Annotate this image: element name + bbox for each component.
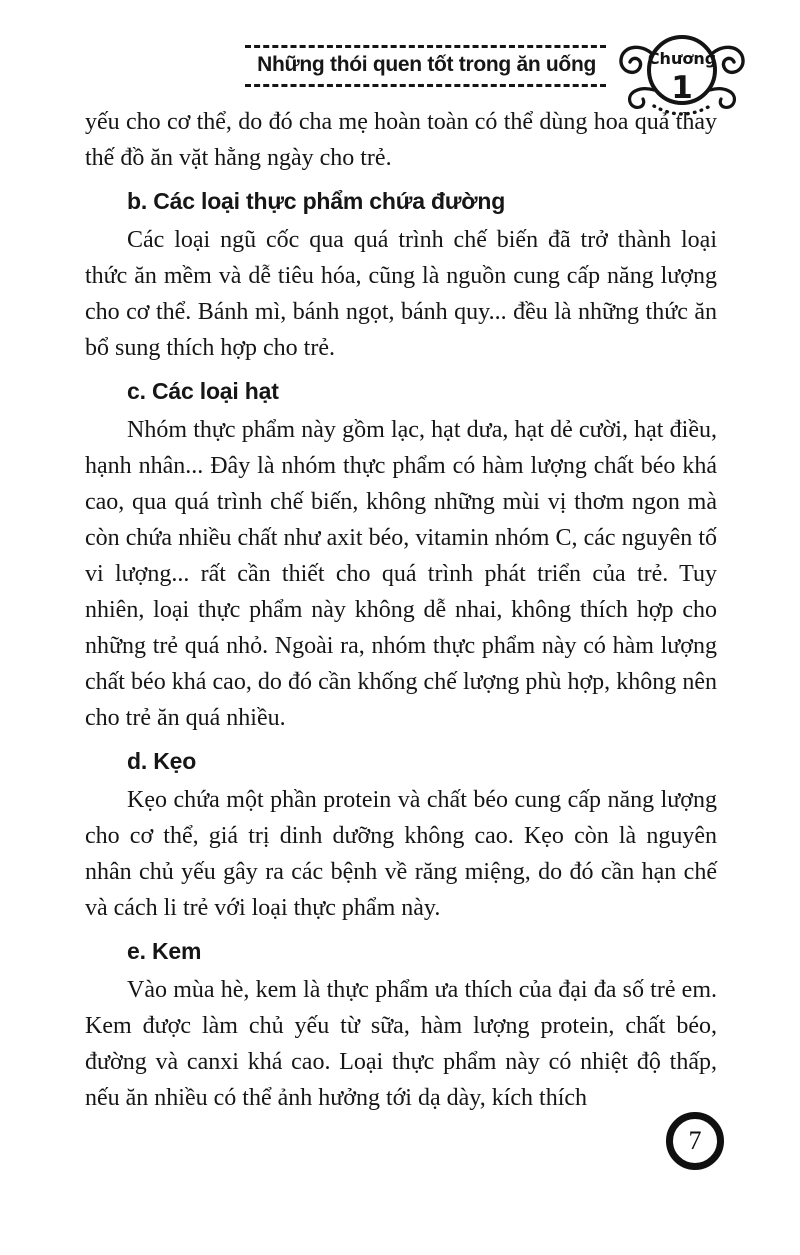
- page-number: 7: [688, 1126, 702, 1155]
- paragraph-candy: Kẹo chứa một phần protein và chất béo cung cấp năng lượng cho cơ thể, giá trị dinh dưỡng không cao. Kẹo còn là nguyên nhân chủ yếu gây ra các bệnh về răng miệng, do đó cần hạn chế và cách li trẻ với loại thực phẩm này.: [85, 787, 717, 921]
- page-number-badge: [666, 1112, 724, 1170]
- section-heading-b: b. Các loại thực phẩm chứa đường: [127, 188, 506, 214]
- paragraph-sugar-foods: Các loại ngũ cốc qua quá trình chế biến đã trở thành loại thức ăn mềm và dễ tiêu hóa, cũng là nguồn cung cấp năng lượng cho cơ thể. Bánh mì, bánh ngọt, bánh quy... đều là những thức ăn bổ sung thích hợp cho trẻ.: [85, 227, 717, 361]
- section-heading-c: c. Các loại hạt: [127, 378, 279, 404]
- paragraph-continuation: yếu cho cơ thể, do đó cha mẹ hoàn toàn có thể dùng hoa quả thay thế đồ ăn vặt hằng ngày cho trẻ.: [85, 109, 717, 171]
- paragraph-ice-cream: Vào mùa hè, kem là thực phẩm ưa thích của đại đa số trẻ em. Kem được làm chủ yếu từ sữa, hàm lượng protein, chất béo, đường và canxi khá cao. Loại thực phẩm này có nhiệt độ thấp, nếu ăn nhiều có thể ảnh hưởng tới dạ dày, kích thích: [85, 977, 717, 1111]
- running-title: [245, 45, 606, 87]
- section-heading-e: e. Kem: [127, 938, 202, 964]
- section-heading-d: d. Kẹo: [127, 748, 197, 774]
- paragraph-nuts: Nhóm thực phẩm này gồm lạc, hạt dưa, hạt dẻ cười, hạt điều, hạnh nhân... Đây là nhóm thực phẩm có hàm lượng chất béo khá cao, qua quá trình chế biến, không những mùi vị thơm ngon mà còn chứa nhiều chất như axit béo, vitamin nhóm C, các nguyên tố vi lượng... rất cần thiết cho quá trình phát triển của trẻ. Tuy nhiên, loại thực phẩm này không dễ nhai, không thích hợp cho những trẻ quá nhỏ. Ngoài ra, nhóm thực phẩm này có hàm lượng chất béo khá cao, do đó cần khống chế lượng phù hợp, không nên cho trẻ ăn quá nhiều.: [85, 417, 717, 731]
- running-title-text: Những thói quen tốt trong ăn uống: [257, 53, 596, 76]
- page-body: [85, 104, 717, 1123]
- chapter-label: Chương: [647, 49, 717, 68]
- chapter-number: 1: [671, 70, 693, 106]
